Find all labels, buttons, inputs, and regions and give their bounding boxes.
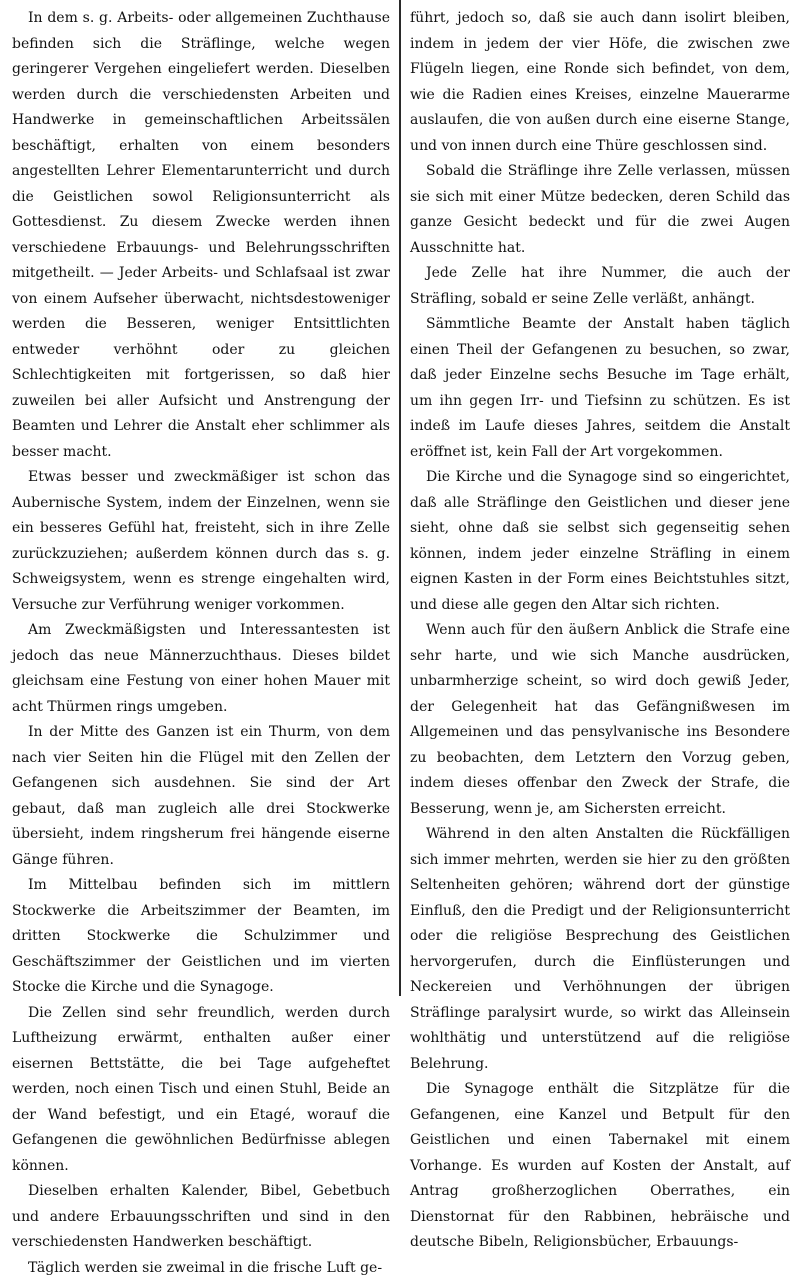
paragraph: In dem s. g. Arbeits- oder allgemeinen Zuchthause befinden sich die Sträflinge, welche wegen geringerer Vergehen eingeliefert werden. Dieselben werden durch die verschiedensten Arbeiten und Handwerke in gemeinschaftlichen Arbeitssälen beschäftigt, erhalten von einem besonders angestellten Lehrer Elementarunterricht und durch die Geistlichen sowol Religionsunterricht als Gottesdienst. Zu diesem Zwecke werden ihnen verschiedene Erbauungs- und Belehrungsschriften mitgetheilt. — Jeder Arbeits- und Schlafsaal ist zwar von einem Aufseher überwacht, nichtsdestoweniger werden die Besseren, weniger Entsittlichten entweder verhöhnt oder zu gleichen Schlechtigkeiten mit fortgerissen, so daß hier zuweilen bei aller Aufsicht und Anstrengung der Beamten und Lehrer die Anstalt eher schlimmer als besser macht. [12, 6, 390, 465]
paragraph-continuation: führt, jedoch so, daß sie auch dann isolirt bleiben, indem in jedem der vier Höfe, die zwischen zwe Flügeln liegen, eine Ronde sich befindet, von dem, wie die Radien eines Kreises, einzelne Mauerarme auslaufen, die von außen durch eine eiserne Stange, und von innen durch eine Thüre geschlossen sind. [410, 6, 790, 159]
paragraph: Sobald die Sträflinge ihre Zelle verlassen, müssen sie sich mit einer Mütze bedecken, deren Schild das ganze Gesicht bedeckt und für die zwei Augen Ausschnitte hat. [410, 159, 790, 261]
paragraph: Täglich werden sie zweimal in die frische Luft ge- [12, 1256, 390, 1281]
paragraph: Während in den alten Anstalten die Rückfälligen sich immer mehrten, werden sie hier zu den größten Seltenheiten gehören; während dort der günstige Einfluß, den die Predigt und der Religionsunterricht oder die religiöse Besprechung des Geistlichen hervorgerufen, durch die Einflüsterungen und Neckereien und Verhöhnungen der übrigen Sträflinge paralysirt wurde, so wirkt das Alleinsein wohlthätig und unterstützend auf die religiöse Belehrung. [410, 822, 790, 1077]
paragraph: Am Zweckmäßigsten und Interessantesten ist jedoch das neue Männerzuchthaus. Dieses bildet gleichsam eine Festung von einer hohen Mauer mit acht Thürmen rings umgeben. [12, 618, 390, 720]
column-divider [399, 0, 401, 996]
paragraph: In der Mitte des Ganzen ist ein Thurm, von dem nach vier Seiten hin die Flügel mit den Zellen der Gefangenen sich ausdehnen. Sie sind der Art gebaut, daß man zugleich alle drei Stockwerke übersieht, indem ringsherum frei hängende eiserne Gänge führen. [12, 720, 390, 873]
paragraph: Im Mittelbau befinden sich im mittlern Stockwerke die Arbeitszimmer der Beamten, im dritten Stockwerke die Schulzimmer und Geschäftszimmer der Geistlichen und im vierten Stocke die Kirche und die Synagoge. [12, 873, 390, 1001]
paragraph: Die Kirche und die Synagoge sind so eingerichtet, daß alle Sträflinge den Geistlichen und dieser jene sieht, ohne daß sie selbst sich gegenseitig sehen können, indem jeder einzelne Sträfling in einem eignen Kasten in der Form eines Beichtstuhles sitzt, und diese alle gegen den Altar sich richten. [410, 465, 790, 618]
paragraph: Etwas besser und zweckmäßiger ist schon das Aubernische System, indem der Einzelnen, wenn sie ein besseres Gefühl hat, freisteht, sich in ihre Zelle zurückzuziehen; außerdem können durch das s. g. Schweigsystem, wenn es strenge eingehalten wird, Versuche zur Verführung weniger vorkommen. [12, 465, 390, 618]
paragraph: Sämmtliche Beamte der Anstalt haben täglich einen Theil der Gefangenen zu besuchen, so zwar, daß jeder Einzelne sechs Besuche im Tage erhält, um ihn gegen Irr- und Tiefsinn zu schützen. Es ist indeß im Laufe dieses Jahres, seitdem die Anstalt eröffnet ist, kein Fall der Art vorgekommen. [410, 312, 790, 465]
paragraph: Jede Zelle hat ihre Nummer, die auch der Sträfling, sobald er seine Zelle verläßt, anhängt. [410, 261, 790, 312]
paragraph: Wenn auch für den äußern Anblick die Strafe eine sehr harte, und wie sich Manche ausdrücken, unbarmherzige scheint, so wird doch gewiß Jeder, der Gelegenheit hat das Gefängnißwesen im Allgemeinen und das pensylvanische ins Besondere zu beobachten, dem Letztern den Vorzug geben, indem dieses offenbar den Zweck der Strafe, die Besserung, wenn je, am Sichersten erreicht. [410, 618, 790, 822]
paragraph: Die Synagoge enthält die Sitzplätze für die Gefangenen, eine Kanzel und Betpult für den Geistlichen und einen Tabernakel mit einem Vorhange. Es wurden auf Kosten der Anstalt, auf Antrag großherzoglichen Oberrathes, ein Dienstornat für den Rabbinen, hebräische und deutsche Bibeln, Religionsbücher, Erbauungs- [410, 1077, 790, 1256]
paragraph: Dieselben erhalten Kalender, Bibel, Gebetbuch und andere Erbauungsschriften und sind in den verschiedensten Handwerken beschäftigt. [12, 1179, 390, 1256]
left-column [12, 6, 390, 994]
right-column [410, 6, 790, 994]
paragraph: Die Zellen sind sehr freundlich, werden durch Luftheizung erwärmt, enthalten außer einer eisernen Bettstätte, die bei Tage aufgeheftet werden, noch einen Tisch und einen Stuhl, Beide an der Wand befestigt, und ein Etagé, worauf die Gefangenen die gewöhnlichen Bedürfnisse ablegen können. [12, 1001, 390, 1180]
